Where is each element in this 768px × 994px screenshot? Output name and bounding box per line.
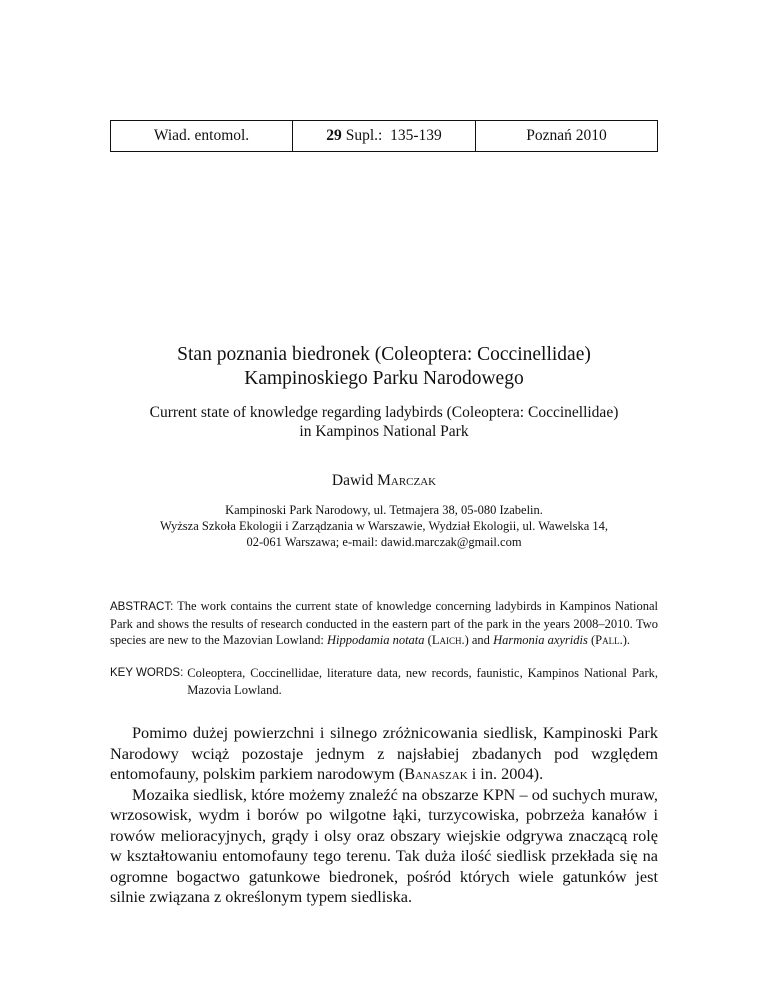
affiliation-line-3: 02-061 Warszawa; e-mail: dawid.marczak@gmail.com — [246, 535, 522, 549]
title-line-2: Kampinoskiego Parku Narodowego — [244, 368, 524, 389]
abstract-end: . — [626, 633, 631, 647]
species-1-author: Laich. — [431, 633, 465, 647]
journal-name-cell — [111, 121, 293, 151]
author-last-name: Marczak — [377, 472, 437, 489]
author-first-name: Dawid — [331, 472, 374, 489]
journal-header-table — [110, 120, 658, 152]
affiliation-line-1: Kampinoski Park Narodowy, ul. Tetmajera 38, 05-080 Izabelin. — [225, 503, 543, 517]
english-title-line-2: in Kampinos National Park — [299, 423, 469, 440]
journal-name: Wiad. entomol. — [153, 127, 250, 144]
species-2: Harmonia axyridis — [493, 633, 588, 647]
article-title — [0, 343, 768, 391]
paragraph-1-text-a: Pomimo dużej powierzchni i silnego zróżnicowania siedlisk, Kampinoski Park Narodowy wciąż pozostaje jednym z najsłabiej zbadanych pod względem entomofauny, polskim parkiem narodowym ( — [110, 723, 658, 783]
species-1: Hippodamia notata — [326, 633, 425, 647]
abstract-text: The work contains the current state of knowledge concerning ladybirds in Kampinos National Park and shows the results of research conducted in the eastern part of the park in the years 2008–2010. Two species are new to the Mazovian Lowland: — [110, 599, 659, 647]
issue-pages: Supl.: 135-139 — [345, 127, 442, 144]
volume-cell — [293, 121, 476, 151]
place-year-cell — [476, 121, 657, 151]
volume-number: 29 — [326, 127, 342, 144]
keywords-text: Coleoptera, Coccinellidae, literature data, new records, faunistic, Kampinos National Park, Mazovia Lowland. — [187, 666, 658, 697]
english-title — [0, 403, 768, 441]
author-name — [0, 472, 768, 490]
abstract-and: and — [471, 633, 490, 647]
abstract-label: ABSTRACT: — [110, 601, 174, 613]
species-2-author: Pall. — [595, 633, 623, 647]
paragraph-1 — [110, 723, 658, 785]
place-year: Poznań 2010 — [526, 127, 607, 144]
keywords-label: KEY WORDS: — [110, 667, 184, 679]
title-line-1: Stan poznania biedronek (Coleoptera: Coccinellidae) — [177, 344, 591, 365]
article-body — [110, 723, 658, 908]
paragraph-1-text-b: i in. 2004). — [467, 764, 544, 783]
paragraph-2: Mozaika siedlisk, które możemy znaleźć na obszarze KPN – od suchych muraw, wrzosowisk, wydm i borów po wilgotne łąki, turzycowiska, pobrzeża kanałów i rowów melioracyjnych, grądy i olsy oraz obszary wiejskie odgrywa znaczącą rolę w kształtowaniu entomofauny tego terenu. Tak duża ilość siedlisk przekłada się na ogromne bogactwo gatunkowe biedronek, pośród których wiele gatunków jest silnie związana z określonym typem siedliska. — [110, 784, 658, 906]
affiliation — [0, 502, 768, 550]
keywords — [110, 665, 658, 698]
citation-author: Banaszak — [404, 764, 468, 783]
english-title-line-1: Current state of knowledge regarding ladybirds (Coleoptera: Coccinellidae) — [149, 404, 619, 421]
abstract: ABSTRACT: The work contains the current state of knowledge concerning ladybirds in Kampinos National Park and shows the results of research conducted in the eastern part of the park in the years 2008–2010. Two species are new to the Mazovian Lowland: Hippodamia notata (Laich.) and Harmonia axyridis (Pall.). — [110, 599, 659, 647]
affiliation-line-2: Wyższa Szkoła Ekologii i Zarządzania w Warszawie, Wydział Ekologii, ul. Wawelska 14, — [159, 519, 609, 533]
